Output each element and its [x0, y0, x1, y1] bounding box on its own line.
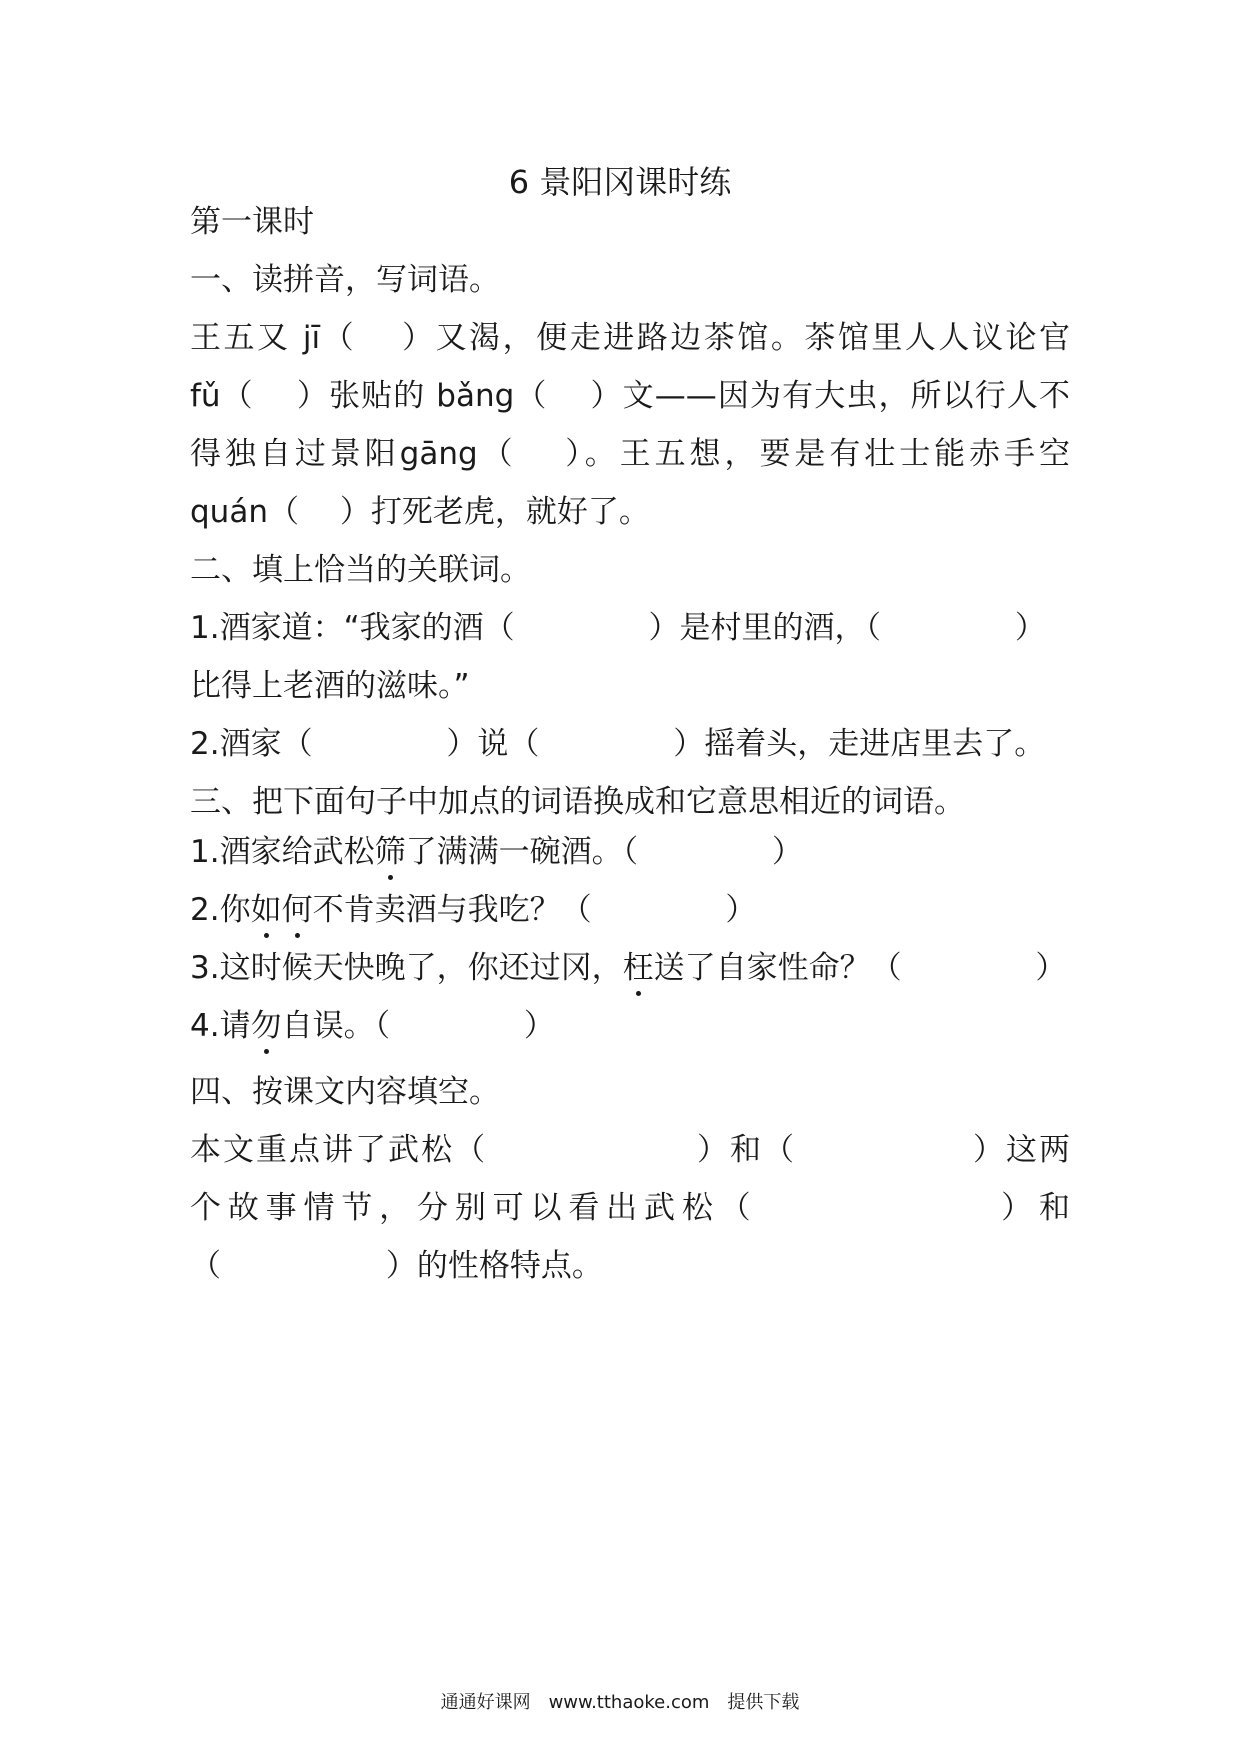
page-title: 6 景阳冈课时练 [508, 163, 732, 201]
section-2-heading: 二、填上恰当的关联词。 [190, 552, 531, 588]
section-4-heading: 四、按课文内容填空。 [190, 1074, 500, 1110]
section-1-line-4: quán（ ）打死老虎，就好了。 [190, 494, 650, 530]
dotted-word: 枉 [623, 946, 654, 990]
section-1-line-2: fǔ（ ）张贴的 bǎng（ ）文——因为有大虫，所以行人不 [190, 378, 1070, 414]
section-3-heading: 三、把下面句子中加点的词语换成和它意思相近的词语。 [190, 784, 965, 820]
section-4-line-1: 本文重点讲了武松（ ）和（ ）这两 [190, 1132, 1070, 1168]
section-4-line-2: 个故事情节，分别可以看出武松（ ）和 [190, 1190, 1070, 1226]
section-1-heading: 一、读拼音，写词语。 [190, 262, 500, 298]
section-1-line-1: 王五又 jī（ ）又渴，便走进路边茶馆。茶馆里人人议论官 [190, 320, 1070, 356]
dotted-word: 筛 [375, 830, 406, 874]
dotted-word: 勿 [251, 1004, 282, 1048]
section-2-question-1: 1.酒家道：“我家的酒（ ）是村里的酒，（ ） [190, 610, 1046, 646]
dotted-word: 何 [282, 888, 313, 932]
section-1-line-3: 得独自过景阳gāng（ ）。王五想，要是有壮士能赤手空 [190, 436, 1070, 472]
section-3-question-4: 4.请勿自误。（ ） [190, 1004, 1070, 1048]
section-3-question-2: 2.你如何不肯卖酒与我吃？（ ） [190, 888, 1070, 932]
section-2-question-1-cont: 比得上老酒的滋味。” [190, 668, 470, 704]
section-3-question-1: 1.酒家给武松筛了满满一碗酒。（ ） [190, 830, 1070, 874]
lesson-label: 第一课时 [190, 204, 314, 240]
footer-credit: 通通好课网 www.tthaoke.com 提供下载 [440, 1692, 800, 1713]
section-2-question-2: 2.酒家（ ）说（ ）摇着头，走进店里去了。 [190, 726, 1046, 762]
dotted-word: 如 [251, 888, 282, 932]
section-4-line-3: （ ）的性格特点。 [190, 1248, 603, 1284]
section-3-question-3: 3.这时候天快晚了，你还过冈，枉送了自家性命？（ ） [190, 946, 1070, 990]
